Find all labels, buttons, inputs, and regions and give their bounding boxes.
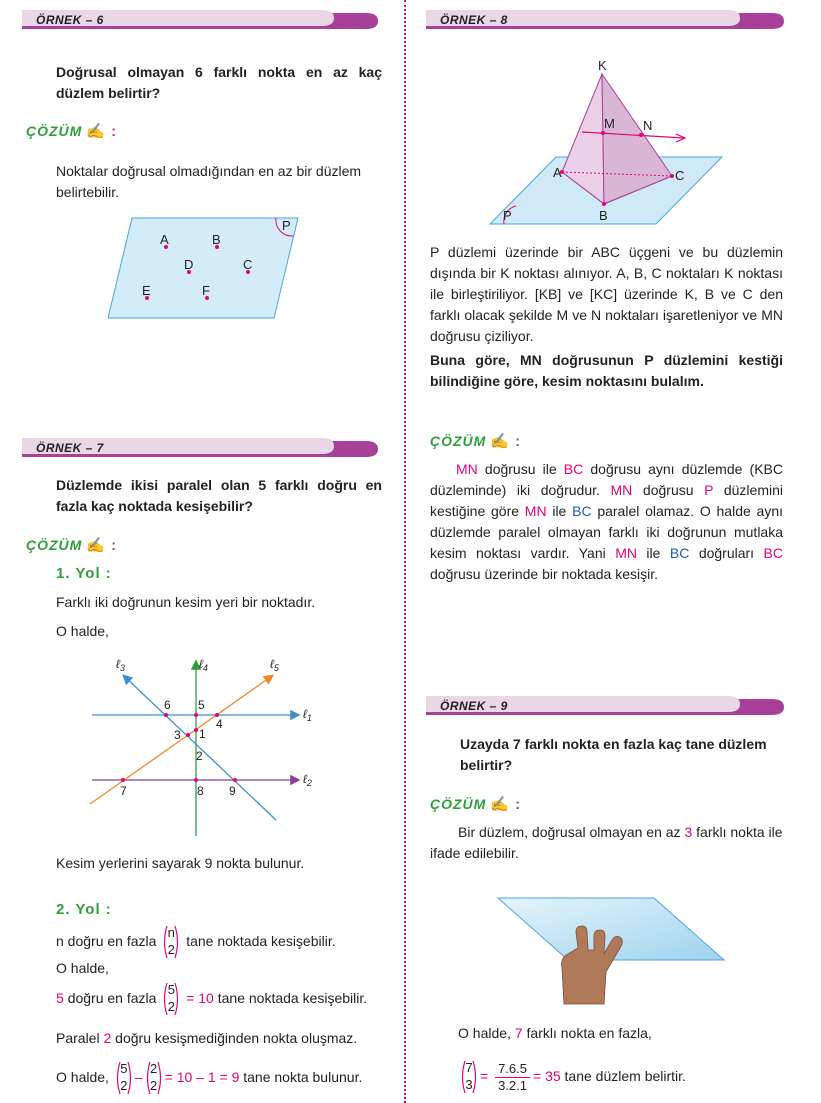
svg-text:ℓ1: ℓ$_1$ (303, 707, 312, 723)
ornek8-answer: MN doğrusu ile BC doğrusu aynı düzlemde (KBC düzleminde) iki doğrudur. MN doğrusu P düzlemini kestiğine göre MN ile BC paralel olamaz. O halde aynı düzlemde paralel olmayan farklı iki doğrunun mutlaka kesim noktası vardır. Yani MN ile BC doğruları BC doğrusu üzerinde bir noktada kesişir. (430, 461, 783, 582)
point-label-e: E (142, 283, 151, 298)
point-label-d: D (184, 257, 194, 272)
svg-text:9: 9 (229, 784, 236, 798)
plane-label-p: P (282, 218, 291, 233)
ornek7-yol1-text2: O halde, (56, 623, 109, 639)
ornek7-line4: Paralel 2 doğru kesişmediğinden nokta oluşmaz. (56, 1030, 358, 1046)
ornek6-banner (22, 10, 380, 30)
ornek9-hand-plane-figure (494, 892, 728, 1008)
svg-text:P: P (503, 208, 512, 223)
svg-text:ℓ2: ℓ$_2$ (303, 772, 312, 788)
ornek7-yol1-text3: Kesim yerlerini sayarak 9 nokta bulunur. (56, 855, 305, 871)
ornek7-line2: O halde, (56, 960, 109, 976)
ornek9-banner (426, 696, 786, 716)
ornek9-answer: Bir düzlem, doğrusal olmayan en az 3 farklı nokta ile ifade edilebilir. (430, 824, 783, 861)
ornek7-question: Düzlemde ikisi paralel olan 5 farklı doğru en fazla kaç noktada kesişebilir? (56, 477, 382, 514)
ornek6-answer: Noktalar doğrusal olmadığından en az bir düzlem belirtebilir. (56, 163, 362, 200)
column-divider (404, 0, 406, 1103)
ornek7-title: ÖRNEK – 7 (36, 441, 104, 455)
binom-7-3: 7 3 (460, 1059, 478, 1095)
ornek7-line3: 5 doğru en fazla 5 2 = 10 tane noktada kesişebilir. (56, 979, 367, 1017)
binom-5-2-b: 5 2 (115, 1060, 133, 1096)
fraction: $\frac{7.6.5}{3.2.1}$ (495, 1061, 530, 1094)
pen-icon: ✍ : (490, 796, 522, 813)
svg-text:1: 1 (199, 727, 206, 741)
svg-text:A: A (553, 165, 562, 180)
ornek8-cozum-label: ÇÖZÜM ✍ : (430, 433, 522, 450)
ornek7-yol1-text1: Farklı iki doğrunun kesim yeri bir noktadır. (56, 594, 316, 610)
svg-text:K: K (598, 58, 607, 73)
ornek7-lines-figure (86, 650, 326, 840)
ornek8-text: P düzlemi üzerinde bir ABC üçgeni ve bu düzlemin dışında bir K noktası alınıyor. A, B, C noktaları K noktası ile birleştiriliyor. [KB] ve [KC] üzerinde K, B ve C den farklı olacak şekilde M ve N noktaları işaretleniyor ve MN doğrusu çiziliyor. (430, 244, 783, 344)
ornek7-yol2-heading: 2. Yol : (56, 901, 112, 918)
svg-text:2: 2 (196, 749, 203, 763)
ornek9-question: Uzayda 7 farklı nokta en fazla kaç tane düzlem belirtir? (460, 736, 767, 773)
svg-text:8: 8 (197, 784, 204, 798)
point-label-b: B (212, 232, 221, 247)
pen-icon: ✍ : (490, 433, 522, 450)
point-label-f: F (202, 283, 210, 298)
ornek7-cozum-label: ÇÖZÜM ✍ : (26, 537, 118, 554)
svg-text:N: N (643, 118, 653, 133)
svg-text:ℓ3: ℓ$_3$ (116, 657, 125, 673)
ornek7-line5: O halde, 5 2 – 2 2 = 10 – 1 = 9 tane nokta bulunur. (56, 1058, 362, 1096)
svg-text:ℓ4: ℓ$_4$ (199, 657, 208, 673)
ornek8-question: Buna göre, MN doğrusunun P düzlemini kestiği bilindiğine göre, kesim noktasını bulalım. (430, 352, 783, 389)
ornek7-banner (22, 438, 380, 458)
svg-text:3: 3 (174, 728, 181, 742)
ornek6-question: Doğrusal olmayan 6 farklı nokta en az kaç düzlem belirtir? (56, 64, 382, 101)
svg-text:M: M (604, 116, 615, 131)
svg-text:6: 6 (164, 698, 171, 712)
ornek7-line1: n doğru en fazla n 2 tane noktada kesişebilir. (56, 922, 336, 960)
binom-5-2: 5 2 (162, 981, 180, 1017)
ornek9-title: ÖRNEK – 9 (440, 699, 508, 713)
svg-text:4: 4 (216, 717, 223, 731)
svg-text:5: 5 (198, 698, 205, 712)
svg-text:ℓ5: ℓ$_5$ (270, 657, 279, 673)
ornek8-pyramid-figure (486, 56, 730, 230)
ornek6-plane-figure (104, 214, 304, 324)
ornek8-banner (426, 10, 786, 30)
ornek7-yol1-heading: 1. Yol : (56, 565, 112, 582)
ornek6-cozum-label: ÇÖZÜM ✍ : (26, 123, 118, 140)
binom-2-2: 2 2 (145, 1060, 163, 1096)
ornek9-formula: 7 3 = $\frac{7.6.5}{3.2.1}$ = 35 tane düzlem belirtir. (458, 1057, 686, 1095)
point-label-a: A (160, 232, 169, 247)
svg-text:C: C (675, 168, 685, 183)
pen-icon: ✍ : (86, 537, 118, 554)
ornek9-cozum-label: ÇÖZÜM ✍ : (430, 796, 522, 813)
ornek6-title: ÖRNEK – 6 (36, 13, 104, 27)
svg-text:7: 7 (120, 784, 127, 798)
point-label-c: C (243, 257, 253, 272)
pen-icon: ✍ : (86, 123, 118, 140)
ornek8-title: ÖRNEK – 8 (440, 13, 508, 27)
svg-text:B: B (599, 208, 608, 223)
binom-n-2: n 2 (162, 924, 180, 960)
ornek9-line1: O halde, 7 farklı nokta en fazla, (458, 1025, 652, 1041)
